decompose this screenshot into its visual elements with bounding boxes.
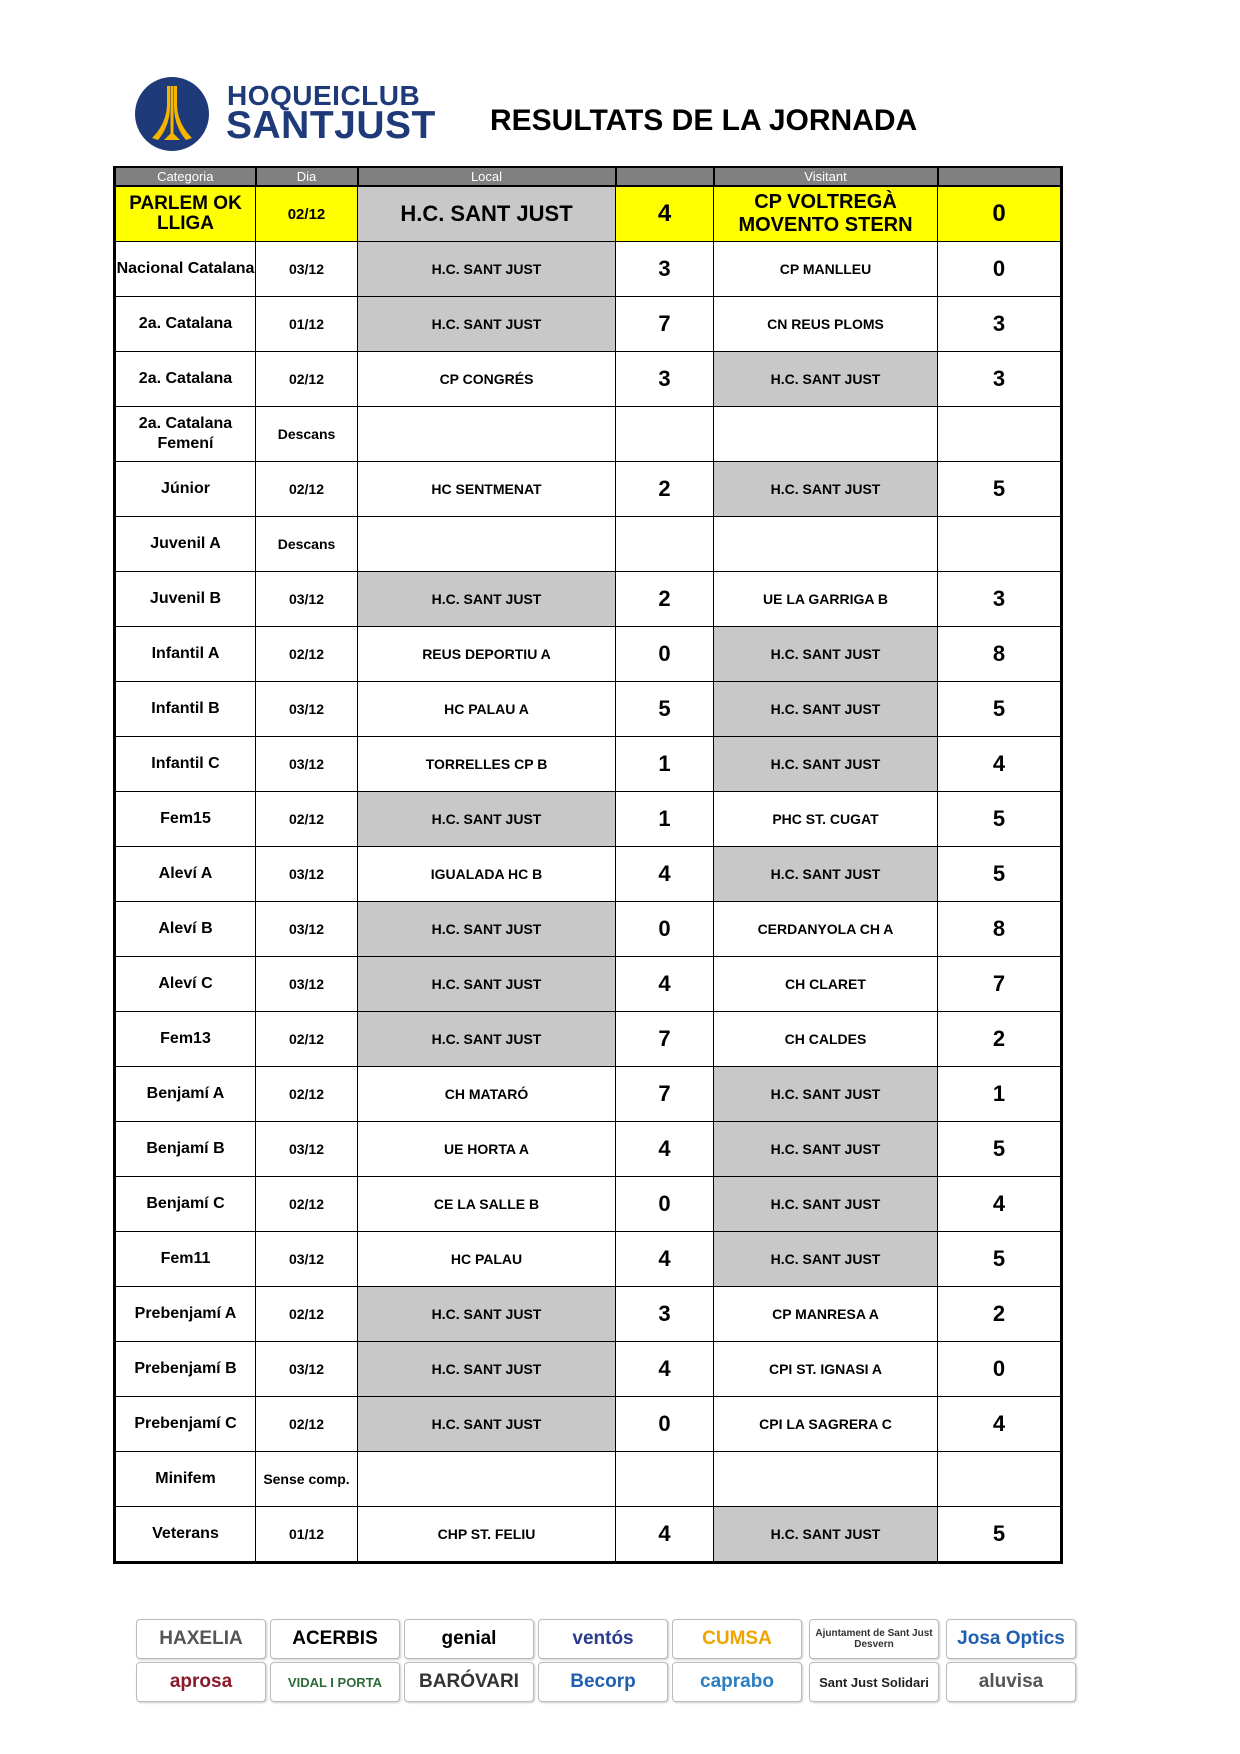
row-dia: 01/12 — [256, 297, 358, 352]
table-row — [115, 1122, 1062, 1177]
row-local-score: 1 — [616, 792, 714, 847]
row-dia: 02/12 — [256, 1397, 358, 1452]
club-name-line2: SANTJUST — [226, 104, 436, 147]
row-local-team: REUS DEPORTIU A — [358, 627, 616, 682]
row-local-score: 5 — [616, 682, 714, 737]
row-local-team: H.C. SANT JUST — [358, 792, 616, 847]
table-row — [115, 407, 1062, 462]
header-dia: Dia — [256, 167, 358, 186]
row-visitant-team — [714, 517, 938, 572]
row-visitant-score: 0 — [938, 242, 1062, 297]
page-header — [0, 0, 1240, 165]
row-local-score: 4 — [616, 847, 714, 902]
sponsor-logo: VIDAL I PORTA — [270, 1662, 400, 1702]
table-row — [115, 572, 1062, 627]
table-row — [115, 792, 1062, 847]
row-local-score: 2 — [616, 462, 714, 517]
featured-local-team: H.C. SANT JUST — [358, 186, 616, 242]
row-visitant-score: 4 — [938, 737, 1062, 792]
row-visitant-score: 2 — [938, 1012, 1062, 1067]
sponsor-logo: Sant Just Solidari — [809, 1662, 939, 1702]
row-visitant-team: CP MANRESA A — [714, 1287, 938, 1342]
row-visitant-team: H.C. SANT JUST — [714, 1507, 938, 1563]
row-dia: 02/12 — [256, 792, 358, 847]
table-row — [115, 1067, 1062, 1122]
sponsor-logo: ACERBIS — [270, 1619, 400, 1659]
row-visitant-team: CP MANLLEU — [714, 242, 938, 297]
featured-visitant-score: 0 — [938, 186, 1062, 242]
row-categoria: Fem13 — [115, 1012, 256, 1067]
row-local-team — [358, 1452, 616, 1507]
row-local-score: 3 — [616, 1287, 714, 1342]
row-categoria: Prebenjamí A — [115, 1287, 256, 1342]
sponsor-logo: genial — [404, 1619, 534, 1659]
row-visitant-score: 8 — [938, 627, 1062, 682]
sponsor-logo: Becorp — [538, 1662, 668, 1702]
row-local-team: H.C. SANT JUST — [358, 1012, 616, 1067]
table-row — [115, 297, 1062, 352]
row-visitant-score: 0 — [938, 1342, 1062, 1397]
row-categoria: 2a. Catalana Femení — [115, 407, 256, 462]
row-categoria: Veterans — [115, 1507, 256, 1563]
header-local: Local — [358, 167, 616, 186]
row-visitant-score: 8 — [938, 902, 1062, 957]
row-visitant-score: 4 — [938, 1397, 1062, 1452]
row-visitant-team: H.C. SANT JUST — [714, 682, 938, 737]
table-row — [115, 902, 1062, 957]
row-visitant-score: 3 — [938, 352, 1062, 407]
row-local-team: H.C. SANT JUST — [358, 957, 616, 1012]
row-dia: 02/12 — [256, 1287, 358, 1342]
row-visitant-score — [938, 1452, 1062, 1507]
row-dia: 02/12 — [256, 1177, 358, 1232]
row-categoria: Aleví A — [115, 847, 256, 902]
row-visitant-score: 5 — [938, 792, 1062, 847]
row-local-team: H.C. SANT JUST — [358, 242, 616, 297]
club-logo-icon — [134, 76, 210, 152]
row-categoria: Benjamí C — [115, 1177, 256, 1232]
row-local-score: 4 — [616, 1507, 714, 1563]
row-categoria: Juvenil B — [115, 572, 256, 627]
table-row — [115, 737, 1062, 792]
featured-match-row — [115, 186, 1062, 242]
row-visitant-team: CPI ST. IGNASI A — [714, 1342, 938, 1397]
row-visitant-score: 5 — [938, 682, 1062, 737]
table-row — [115, 462, 1062, 517]
row-dia: 03/12 — [256, 1232, 358, 1287]
header-categoria: Categoria — [115, 167, 256, 186]
table-row — [115, 957, 1062, 1012]
row-categoria: Aleví C — [115, 957, 256, 1012]
row-dia: 03/12 — [256, 1342, 358, 1397]
sponsor-logo: caprabo — [672, 1662, 802, 1702]
row-local-score: 4 — [616, 957, 714, 1012]
row-visitant-team: H.C. SANT JUST — [714, 627, 938, 682]
row-visitant-team: UE LA GARRIGA B — [714, 572, 938, 627]
row-categoria: Minifem — [115, 1452, 256, 1507]
featured-categoria: PARLEM OK LLIGA — [115, 186, 256, 242]
table-row — [115, 352, 1062, 407]
row-visitant-score: 5 — [938, 1122, 1062, 1177]
row-local-score: 4 — [616, 1342, 714, 1397]
row-visitant-team — [714, 407, 938, 462]
row-local-team: TORRELLES CP B — [358, 737, 616, 792]
row-local-team: IGUALADA HC B — [358, 847, 616, 902]
row-categoria: Juvenil A — [115, 517, 256, 572]
row-visitant-score: 4 — [938, 1177, 1062, 1232]
sponsor-logo: HAXELIA — [136, 1619, 266, 1659]
page-title: RESULTATS DE LA JORNADA — [490, 104, 918, 137]
row-visitant-score: 3 — [938, 297, 1062, 352]
results-table — [113, 166, 1063, 1564]
row-categoria: Fem11 — [115, 1232, 256, 1287]
row-dia: 03/12 — [256, 572, 358, 627]
row-visitant-score: 5 — [938, 1232, 1062, 1287]
row-local-score: 2 — [616, 572, 714, 627]
row-local-team: H.C. SANT JUST — [358, 1342, 616, 1397]
row-local-score: 7 — [616, 1067, 714, 1122]
row-visitant-team: PHC ST. CUGAT — [714, 792, 938, 847]
row-local-team: H.C. SANT JUST — [358, 1287, 616, 1342]
row-visitant-score: 7 — [938, 957, 1062, 1012]
row-dia: 02/12 — [256, 627, 358, 682]
row-categoria: Infantil A — [115, 627, 256, 682]
sponsor-logo: Josa Optics — [946, 1619, 1076, 1659]
row-categoria: Aleví B — [115, 902, 256, 957]
row-local-score — [616, 517, 714, 572]
row-local-score — [616, 407, 714, 462]
row-visitant-team: CPI LA SAGRERA C — [714, 1397, 938, 1452]
row-dia: 03/12 — [256, 902, 358, 957]
row-visitant-team — [714, 1452, 938, 1507]
row-dia: Sense comp. — [256, 1452, 358, 1507]
sponsor-logo: Ajuntament de Sant Just Desvern — [809, 1619, 939, 1659]
club-name-line1: HOQUEICLUB — [227, 80, 421, 111]
sponsor-logo: BARÓVARI — [404, 1662, 534, 1702]
row-visitant-team: H.C. SANT JUST — [714, 847, 938, 902]
row-visitant-team: H.C. SANT JUST — [714, 1177, 938, 1232]
row-visitant-team: H.C. SANT JUST — [714, 1232, 938, 1287]
sponsor-logo: CUMSA — [672, 1619, 802, 1659]
row-local-team: CHP ST. FELIU — [358, 1507, 616, 1563]
featured-visitant-team: CP VOLTREGÀ MOVENTO STERN — [714, 186, 938, 242]
row-visitant-score — [938, 517, 1062, 572]
row-local-score: 4 — [616, 1122, 714, 1177]
header-visitant-score — [938, 167, 1062, 186]
row-categoria: 2a. Catalana — [115, 297, 256, 352]
row-local-score: 4 — [616, 1232, 714, 1287]
featured-local-score: 4 — [616, 186, 714, 242]
row-visitant-score: 5 — [938, 1507, 1062, 1563]
row-categoria: Infantil C — [115, 737, 256, 792]
row-dia: Descans — [256, 407, 358, 462]
row-dia: 03/12 — [256, 847, 358, 902]
row-dia: 03/12 — [256, 957, 358, 1012]
table-row — [115, 1452, 1062, 1507]
row-local-team: H.C. SANT JUST — [358, 572, 616, 627]
row-categoria: Júnior — [115, 462, 256, 517]
table-row — [115, 1397, 1062, 1452]
row-local-score: 0 — [616, 1397, 714, 1452]
featured-dia: 02/12 — [256, 186, 358, 242]
row-visitant-team: H.C. SANT JUST — [714, 1122, 938, 1177]
row-visitant-team: H.C. SANT JUST — [714, 462, 938, 517]
row-local-team: HC PALAU — [358, 1232, 616, 1287]
row-visitant-score: 1 — [938, 1067, 1062, 1122]
row-visitant-score: 5 — [938, 847, 1062, 902]
row-dia: 03/12 — [256, 737, 358, 792]
row-visitant-team: CN REUS PLOMS — [714, 297, 938, 352]
row-local-score: 1 — [616, 737, 714, 792]
row-categoria: Benjamí B — [115, 1122, 256, 1177]
row-dia: Descans — [256, 517, 358, 572]
row-local-score: 3 — [616, 242, 714, 297]
row-local-score: 0 — [616, 1177, 714, 1232]
row-visitant-team: H.C. SANT JUST — [714, 737, 938, 792]
row-categoria: Infantil B — [115, 682, 256, 737]
row-local-team: CP CONGRÉS — [358, 352, 616, 407]
row-local-team: H.C. SANT JUST — [358, 297, 616, 352]
table-header-row — [115, 167, 1062, 186]
row-categoria: Benjamí A — [115, 1067, 256, 1122]
row-dia: 03/12 — [256, 242, 358, 297]
row-categoria: Prebenjamí B — [115, 1342, 256, 1397]
table-row — [115, 1507, 1062, 1563]
row-visitant-team: H.C. SANT JUST — [714, 1067, 938, 1122]
row-local-team: HC SENTMENAT — [358, 462, 616, 517]
table-row — [115, 1232, 1062, 1287]
sponsor-logo: aprosa — [136, 1662, 266, 1702]
header-visitant: Visitant — [714, 167, 938, 186]
row-visitant-score: 3 — [938, 572, 1062, 627]
header-local-score — [616, 167, 714, 186]
row-local-score: 0 — [616, 627, 714, 682]
table-row — [115, 1342, 1062, 1397]
table-row — [115, 682, 1062, 737]
sponsor-logo: aluvisa — [946, 1662, 1076, 1702]
row-dia: 02/12 — [256, 1067, 358, 1122]
row-local-team: UE HORTA A — [358, 1122, 616, 1177]
row-dia: 01/12 — [256, 1507, 358, 1563]
table-row — [115, 627, 1062, 682]
row-dia: 03/12 — [256, 682, 358, 737]
row-local-team: H.C. SANT JUST — [358, 1397, 616, 1452]
row-local-score — [616, 1452, 714, 1507]
row-dia: 02/12 — [256, 462, 358, 517]
row-visitant-score: 5 — [938, 462, 1062, 517]
row-dia: 02/12 — [256, 352, 358, 407]
sponsor-logo: ventós — [538, 1619, 668, 1659]
table-row — [115, 1012, 1062, 1067]
row-dia: 03/12 — [256, 1122, 358, 1177]
table-row — [115, 1177, 1062, 1232]
row-local-team: CH MATARÓ — [358, 1067, 616, 1122]
row-categoria: Prebenjamí C — [115, 1397, 256, 1452]
row-visitant-team: CH CALDES — [714, 1012, 938, 1067]
row-local-team: CE LA SALLE B — [358, 1177, 616, 1232]
row-categoria: 2a. Catalana — [115, 352, 256, 407]
row-dia: 02/12 — [256, 1012, 358, 1067]
table-row — [115, 1287, 1062, 1342]
row-local-team — [358, 517, 616, 572]
table-row — [115, 517, 1062, 572]
row-visitant-team: CH CLARET — [714, 957, 938, 1012]
row-local-score: 0 — [616, 902, 714, 957]
row-local-score: 7 — [616, 297, 714, 352]
row-local-team — [358, 407, 616, 462]
table-row — [115, 847, 1062, 902]
row-local-score: 3 — [616, 352, 714, 407]
row-local-team: HC PALAU A — [358, 682, 616, 737]
row-visitant-score: 2 — [938, 1287, 1062, 1342]
row-visitant-team: CERDANYOLA CH A — [714, 902, 938, 957]
row-visitant-score — [938, 407, 1062, 462]
row-visitant-team: H.C. SANT JUST — [714, 352, 938, 407]
row-categoria: Fem15 — [115, 792, 256, 847]
row-local-score: 7 — [616, 1012, 714, 1067]
table-row — [115, 242, 1062, 297]
row-categoria: Nacional Catalana — [115, 242, 256, 297]
row-local-team: H.C. SANT JUST — [358, 902, 616, 957]
